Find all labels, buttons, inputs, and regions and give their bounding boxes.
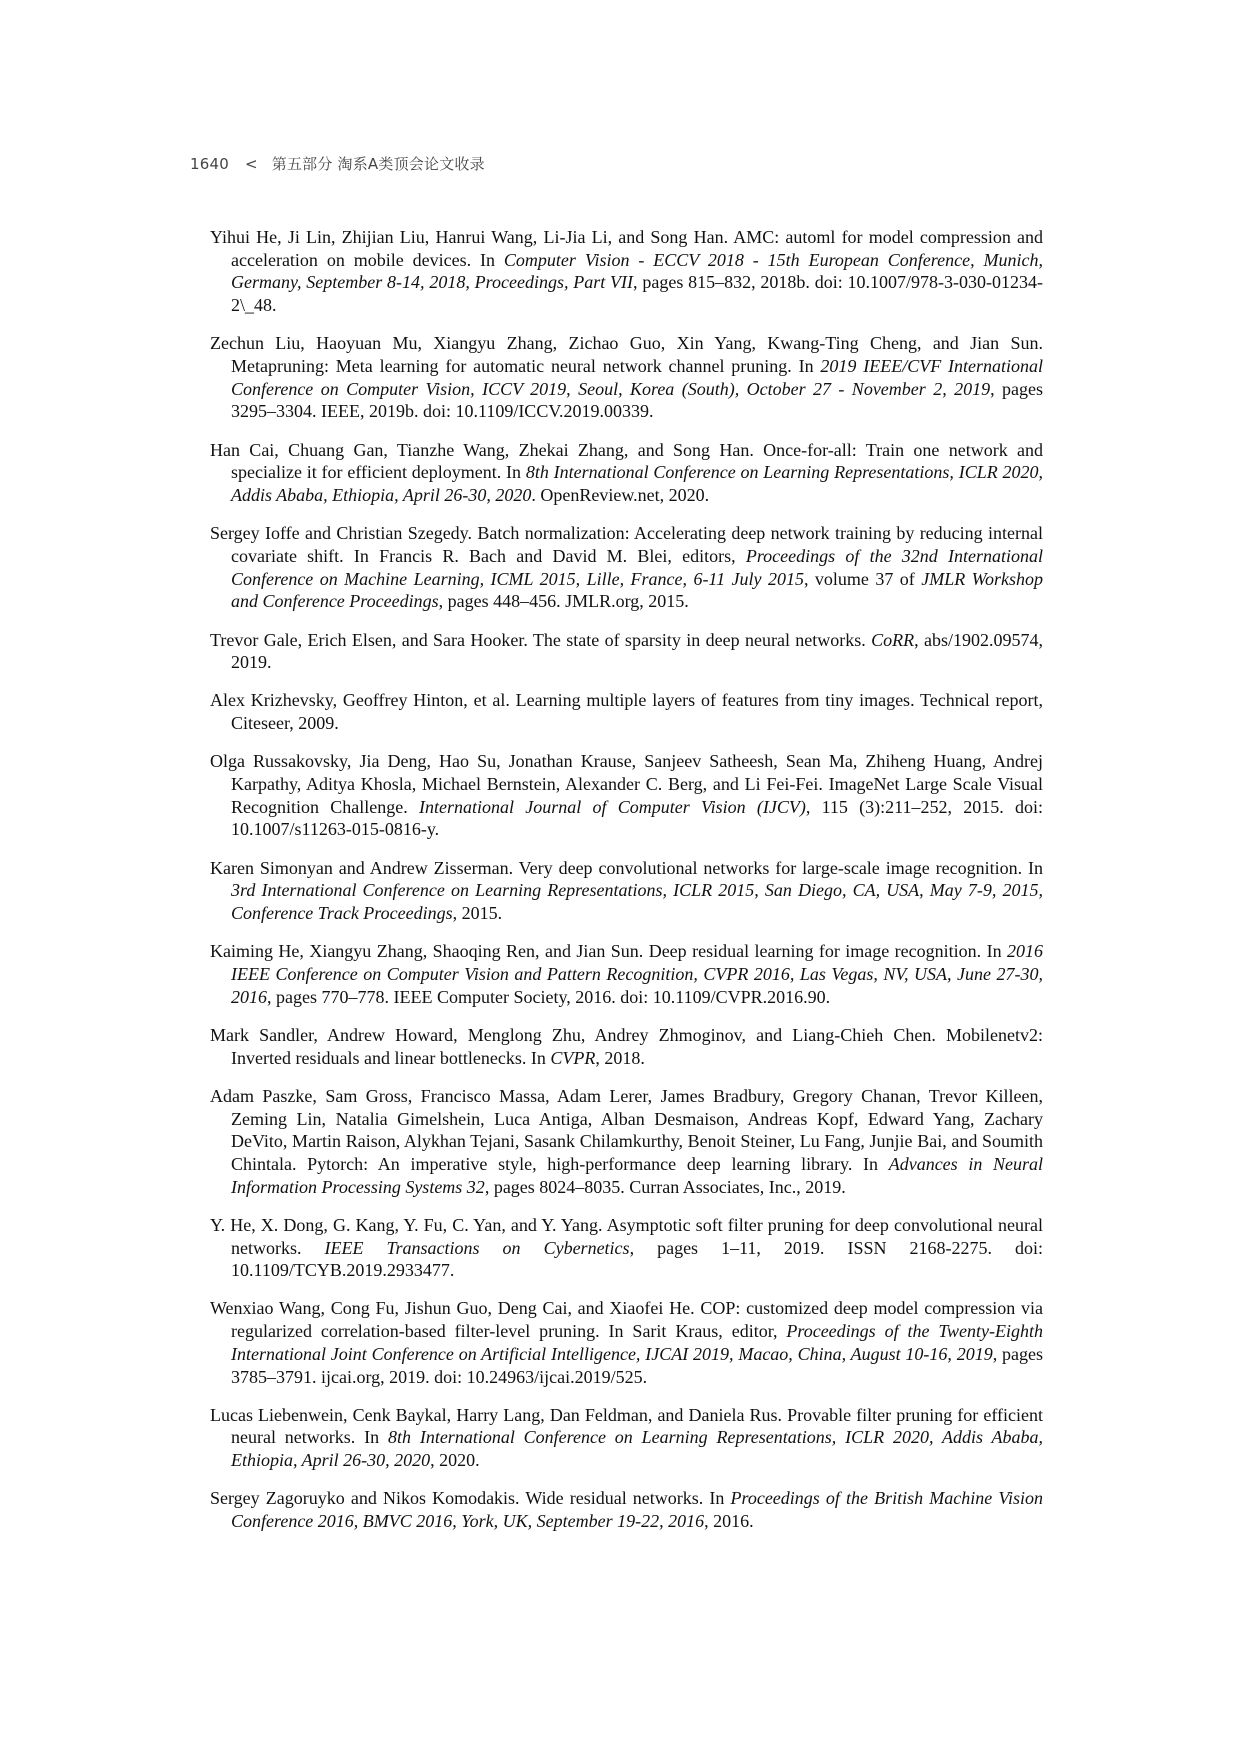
reference-entry — [210, 857, 1043, 925]
reference-series: JMLR Workshop and Conference Proceedings — [231, 568, 1043, 612]
reference-text: , 2018. — [595, 1047, 645, 1068]
reference-text: Mark Sandler, Andrew Howard, Menglong Zhu, Andrey Zhmoginov, and Liang-Chieh Chen. Mobilenetv2: Inverted residuals and linear bottlenecks. In — [210, 1024, 1043, 1068]
reference-venue: 2019 IEEE/CVF International Conference on Computer Vision, ICCV 2019, Seoul, Korea (South), October 27 - November 2, 2019 — [231, 356, 1043, 399]
reference-text: , 2015. — [452, 903, 503, 924]
reference-venue: CoRR — [871, 629, 915, 650]
reference-venue: Proceedings of the British Machine Vision Conference 2016, BMVC 2016, York, UK, September 19-22, 2016 — [231, 1488, 1043, 1532]
reference-venue: Advances in Neural Information Processing Systems 32 — [231, 1153, 1043, 1197]
reference-text: , abs/1902.09574, 2019. — [231, 629, 1044, 673]
reference-text: Y. He, X. Dong, G. Kang, Y. Fu, C. Yan, and Y. Yang. Asymptotic soft filter pruning for deep convolutional neural networks. — [210, 1214, 1043, 1258]
reference-entry — [210, 1214, 1043, 1282]
reference-venue: Proceedings of the Twenty-Eighth International Joint Conference on Artificial Intelligence, IJCAI 2019, Macao, China, August 10-16, 2019 — [231, 1321, 1044, 1364]
reference-venue: IEEE Transactions on Cybernetics — [324, 1237, 630, 1258]
section-title: 第五部分 淘系A类顶会论文收录 — [271, 155, 485, 173]
page-number: 1640 — [190, 155, 229, 173]
reference-text: Lucas Liebenwein, Cenk Baykal, Harry Lang, Dan Feldman, and Daniela Rus. Provable filter pruning for efficient neural networks. In — [210, 1404, 1043, 1448]
reference-entry — [210, 1404, 1043, 1472]
reference-text: Olga Russakovsky, Jia Deng, Hao Su, Jonathan Krause, Sanjeev Satheesh, Sean Ma, Zhiheng Huang, Andrej Karpathy, Aditya Khosla, Michael Bernstein, Alexander C. Berg, and Li Fei-Fei. ImageNet Large Scale Visual Recognition Challenge. — [210, 751, 1043, 817]
reference-venue: Proceedings of the 32nd International Conference on Machine Learning, ICML 2015, Lille, France, 6-11 July 2015 — [231, 545, 1043, 589]
reference-entry — [210, 1085, 1043, 1199]
reference-text: , pages 8024–8035. Curran Associates, Inc., 2019. — [484, 1176, 846, 1197]
running-header — [190, 153, 485, 174]
reference-entry — [210, 522, 1043, 613]
reference-entry — [210, 1487, 1043, 1532]
reference-venue: 2016 IEEE Conference on Computer Vision and Pattern Recognition, CVPR 2016, Las Vegas, NV, USA, June 27-30, 2016 — [231, 941, 1043, 1007]
reference-text: Kaiming He, Xiangyu Zhang, Shaoqing Ren, and Jian Sun. Deep residual learning for image recognition. In — [210, 941, 1007, 962]
reference-text: , 115 (3):211–252, 2015. doi: 10.1007/s11263-015-0816-y. — [231, 796, 1043, 840]
reference-entry — [210, 940, 1043, 1008]
reference-entry — [210, 332, 1043, 423]
reference-text: Yihui He, Ji Lin, Zhijian Liu, Hanrui Wang, Li-Jia Li, and Song Han. AMC: automl for model compression and acceleration on mobile devices. In — [210, 227, 1043, 270]
reference-venue: International Journal of Computer Vision (IJCV) — [418, 796, 806, 817]
reference-text: , 2016. — [704, 1511, 754, 1532]
reference-text: Wenxiao Wang, Cong Fu, Jishun Guo, Deng Cai, and Xiaofei He. COP: customized deep model compression via regularized correlation-based filter-level pruning. In Sarit Kraus, editor, — [210, 1298, 1043, 1342]
reference-entry — [210, 1297, 1043, 1388]
reference-venue: 8th International Conference on Learning Representations, ICLR 2020, Addis Ababa, Ethiopia, April 26-30, 2020 — [231, 1427, 1043, 1471]
reference-entry — [210, 750, 1043, 841]
reference-text: Alex Krizhevsky, Geoffrey Hinton, et al. Learning multiple layers of features from tiny images. Technical report, Citeseer, 2009. — [210, 690, 1043, 734]
header-separator: < — [244, 155, 258, 173]
reference-text: , volume 37 of — [803, 568, 922, 589]
reference-entry — [210, 1024, 1043, 1069]
reference-text: , 2020. — [430, 1450, 480, 1471]
reference-text: , pages 3295–3304. IEEE, 2019b. doi: 10.1109/ICCV.2019.00339. — [231, 378, 1043, 422]
reference-entry — [210, 226, 1043, 317]
reference-text: Sergey Zagoruyko and Nikos Komodakis. Wide residual networks. In — [210, 1488, 731, 1509]
reference-text: Han Cai, Chuang Gan, Tianzhe Wang, Zhekai Zhang, and Song Han. Once-for-all: Train one network and specialize it for efficient deployment. In — [210, 439, 1043, 483]
reference-text: , pages 770–778. IEEE Computer Society, 2016. doi: 10.1109/CVPR.2016.90. — [267, 986, 831, 1007]
reference-text: Karen Simonyan and Andrew Zisserman. Very deep convolutional networks for large-scale image recognition. In — [210, 857, 1043, 878]
reference-text: Zechun Liu, Haoyuan Mu, Xiangyu Zhang, Zichao Guo, Xin Yang, Kwang-Ting Cheng, and Jian Sun. Metapruning: Meta learning for automatic neural network channel pruning. In — [210, 333, 1043, 377]
reference-text: Trevor Gale, Erich Elsen, and Sara Hooker. The state of sparsity in deep neural networks. — [210, 629, 872, 650]
reference-list — [210, 226, 1043, 1548]
reference-venue: Computer Vision - ECCV 2018 - 15th European Conference, Munich, Germany, September 8-14, 2018, Proceedings, Part VII — [231, 249, 1043, 293]
reference-entry — [210, 629, 1043, 674]
reference-entry — [210, 439, 1043, 507]
reference-text: , pages 3785–3791. ijcai.org, 2019. doi: 10.24963/ijcai.2019/525. — [231, 1343, 1043, 1387]
reference-text: , pages 448–456. JMLR.org, 2015. — [438, 591, 689, 612]
reference-text: . OpenReview.net, 2020. — [531, 485, 710, 506]
reference-entry — [210, 689, 1043, 734]
reference-venue: 8th International Conference on Learning Representations, ICLR 2020, Addis Ababa, Ethiopia, April 26-30, 2020 — [231, 462, 1043, 506]
reference-venue: 3rd International Conference on Learning Representations, ICLR 2015, San Diego, CA, USA, May 7-9, 2015, Conference Track Proceedings — [231, 880, 1043, 924]
reference-text: Sergey Ioffe and Christian Szegedy. Batch normalization: Accelerating deep network training by reducing internal covariate shift. In Francis R. Bach and David M. Blei, editors, — [210, 523, 1043, 566]
reference-text: , pages 815–832, 2018b. doi: 10.1007/978-3-030-01234-2\_48. — [231, 272, 1044, 316]
reference-venue: CVPR — [550, 1047, 596, 1068]
reference-text: , pages 1–11, 2019. ISSN 2168-2275. doi: 10.1109/TCYB.2019.2933477. — [231, 1237, 1044, 1281]
reference-text: Adam Paszke, Sam Gross, Francisco Massa, Adam Lerer, James Bradbury, Gregory Chanan, Trevor Killeen, Zeming Lin, Natalia Gimelshein, Luca Antiga, Alban Desmaison, Andreas Kopf, Edward Yang, Zachary DeVito, Martin Raison, Alykhan Tejani, Sasank Chilamkurthy, Benoit Steiner, Lu Fang, Junjie Bai, and Soumith Chintala. Pytorch: An imperative style, high-performance deep learning library. In — [210, 1085, 1043, 1174]
